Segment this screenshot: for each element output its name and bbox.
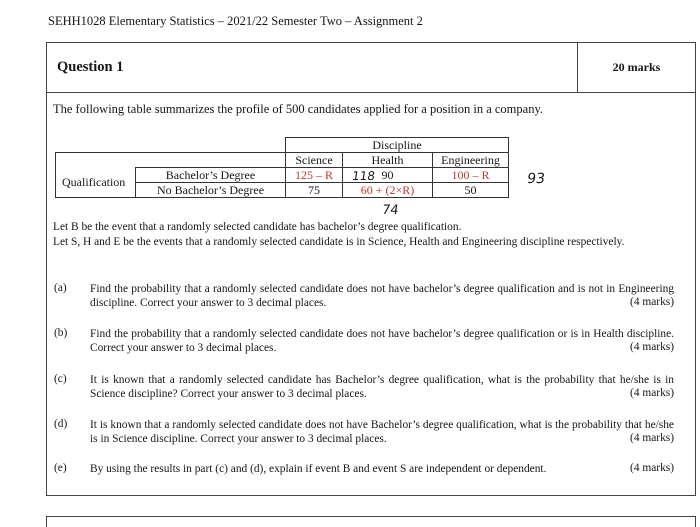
- cell-bachelor-health: 90: [343, 168, 433, 183]
- profile-table: [55, 137, 509, 198]
- part-c-label: (c): [54, 373, 67, 385]
- discipline-header: Discipline: [286, 138, 509, 153]
- part-d-marks: (4 marks): [630, 432, 674, 444]
- document-header: SEHH1028 Elementary Statistics – 2021/22 Semester Two – Assignment 2: [48, 14, 423, 28]
- definition-line-1: Let B be the event that a randomly selected candidate has bachelor’s degree qualification.: [53, 221, 462, 233]
- question-title: Question 1: [57, 59, 124, 75]
- part-e-marks: (4 marks): [630, 462, 674, 474]
- question-marks: 20 marks: [577, 43, 695, 92]
- table-corner: [56, 138, 286, 153]
- part-a-label: (a): [54, 282, 67, 294]
- part-a-marks: (4 marks): [630, 296, 674, 308]
- col-header-science: Science: [286, 153, 343, 168]
- cell-no-bachelor-health: 60 + (2×R): [343, 183, 433, 198]
- qualification-label: Qualification: [56, 168, 136, 198]
- part-d-text: It is known that a randomly selected candidate does not have Bachelor’s degree qualification, what is the probability that he/she is in Science discipline. Correct your answer to 3 decimal places.: [90, 419, 674, 445]
- part-b-label: (b): [54, 327, 68, 339]
- cell-bachelor-engineering: 100 – R: [433, 168, 509, 183]
- part-b-marks: (4 marks): [630, 341, 674, 353]
- next-question-box: [46, 516, 696, 527]
- handwritten-note-93: 93: [525, 171, 546, 187]
- part-c-text: It is known that a randomly selected candidate has Bachelor’s degree qualification, what is the probability that he/she is in Science discipline? Correct your answer to 3 decimal places.: [90, 374, 674, 400]
- part-d-label: (d): [54, 418, 68, 430]
- handwritten-note-118: 118: [351, 169, 376, 183]
- part-e-label: (e): [54, 462, 67, 474]
- definition-line-2: Let S, H and E be the events that a randomly selected candidate is in Science, Health and Engineering discipline respectively.: [53, 236, 625, 248]
- intro-text: The following table summarizes the profile of 500 candidates applied for a position in a company.: [53, 102, 544, 116]
- part-e-text: By using the results in part (c) and (d), explain if event B and event S are independent or dependent.: [90, 463, 547, 475]
- col-header-engineering: Engineering: [433, 153, 509, 168]
- col-header-health: Health: [343, 153, 433, 168]
- cell-bachelor-science: 125 – R: [286, 168, 343, 183]
- row-label-no-bachelor: No Bachelor’s Degree: [136, 183, 286, 198]
- handwritten-note-74: 74: [380, 203, 400, 218]
- question-header-box: [46, 42, 696, 93]
- part-b-text: Find the probability that a randomly selected candidate does not have bachelor’s degree qualification or is in Health discipline. Correct your answer to 3 decimal places.: [90, 328, 674, 354]
- part-c-marks: (4 marks): [630, 387, 674, 399]
- cell-no-bachelor-science: 75: [286, 183, 343, 198]
- part-a-text: Find the probability that a randomly selected candidate does not have bachelor’s degree qualification and is not in Engineering discipline. Correct your answer to 3 decimal places.: [90, 283, 674, 309]
- cell-no-bachelor-engineering: 50: [433, 183, 509, 198]
- blank-header-cell: [56, 153, 286, 168]
- row-label-bachelor: Bachelor’s Degree: [136, 168, 286, 183]
